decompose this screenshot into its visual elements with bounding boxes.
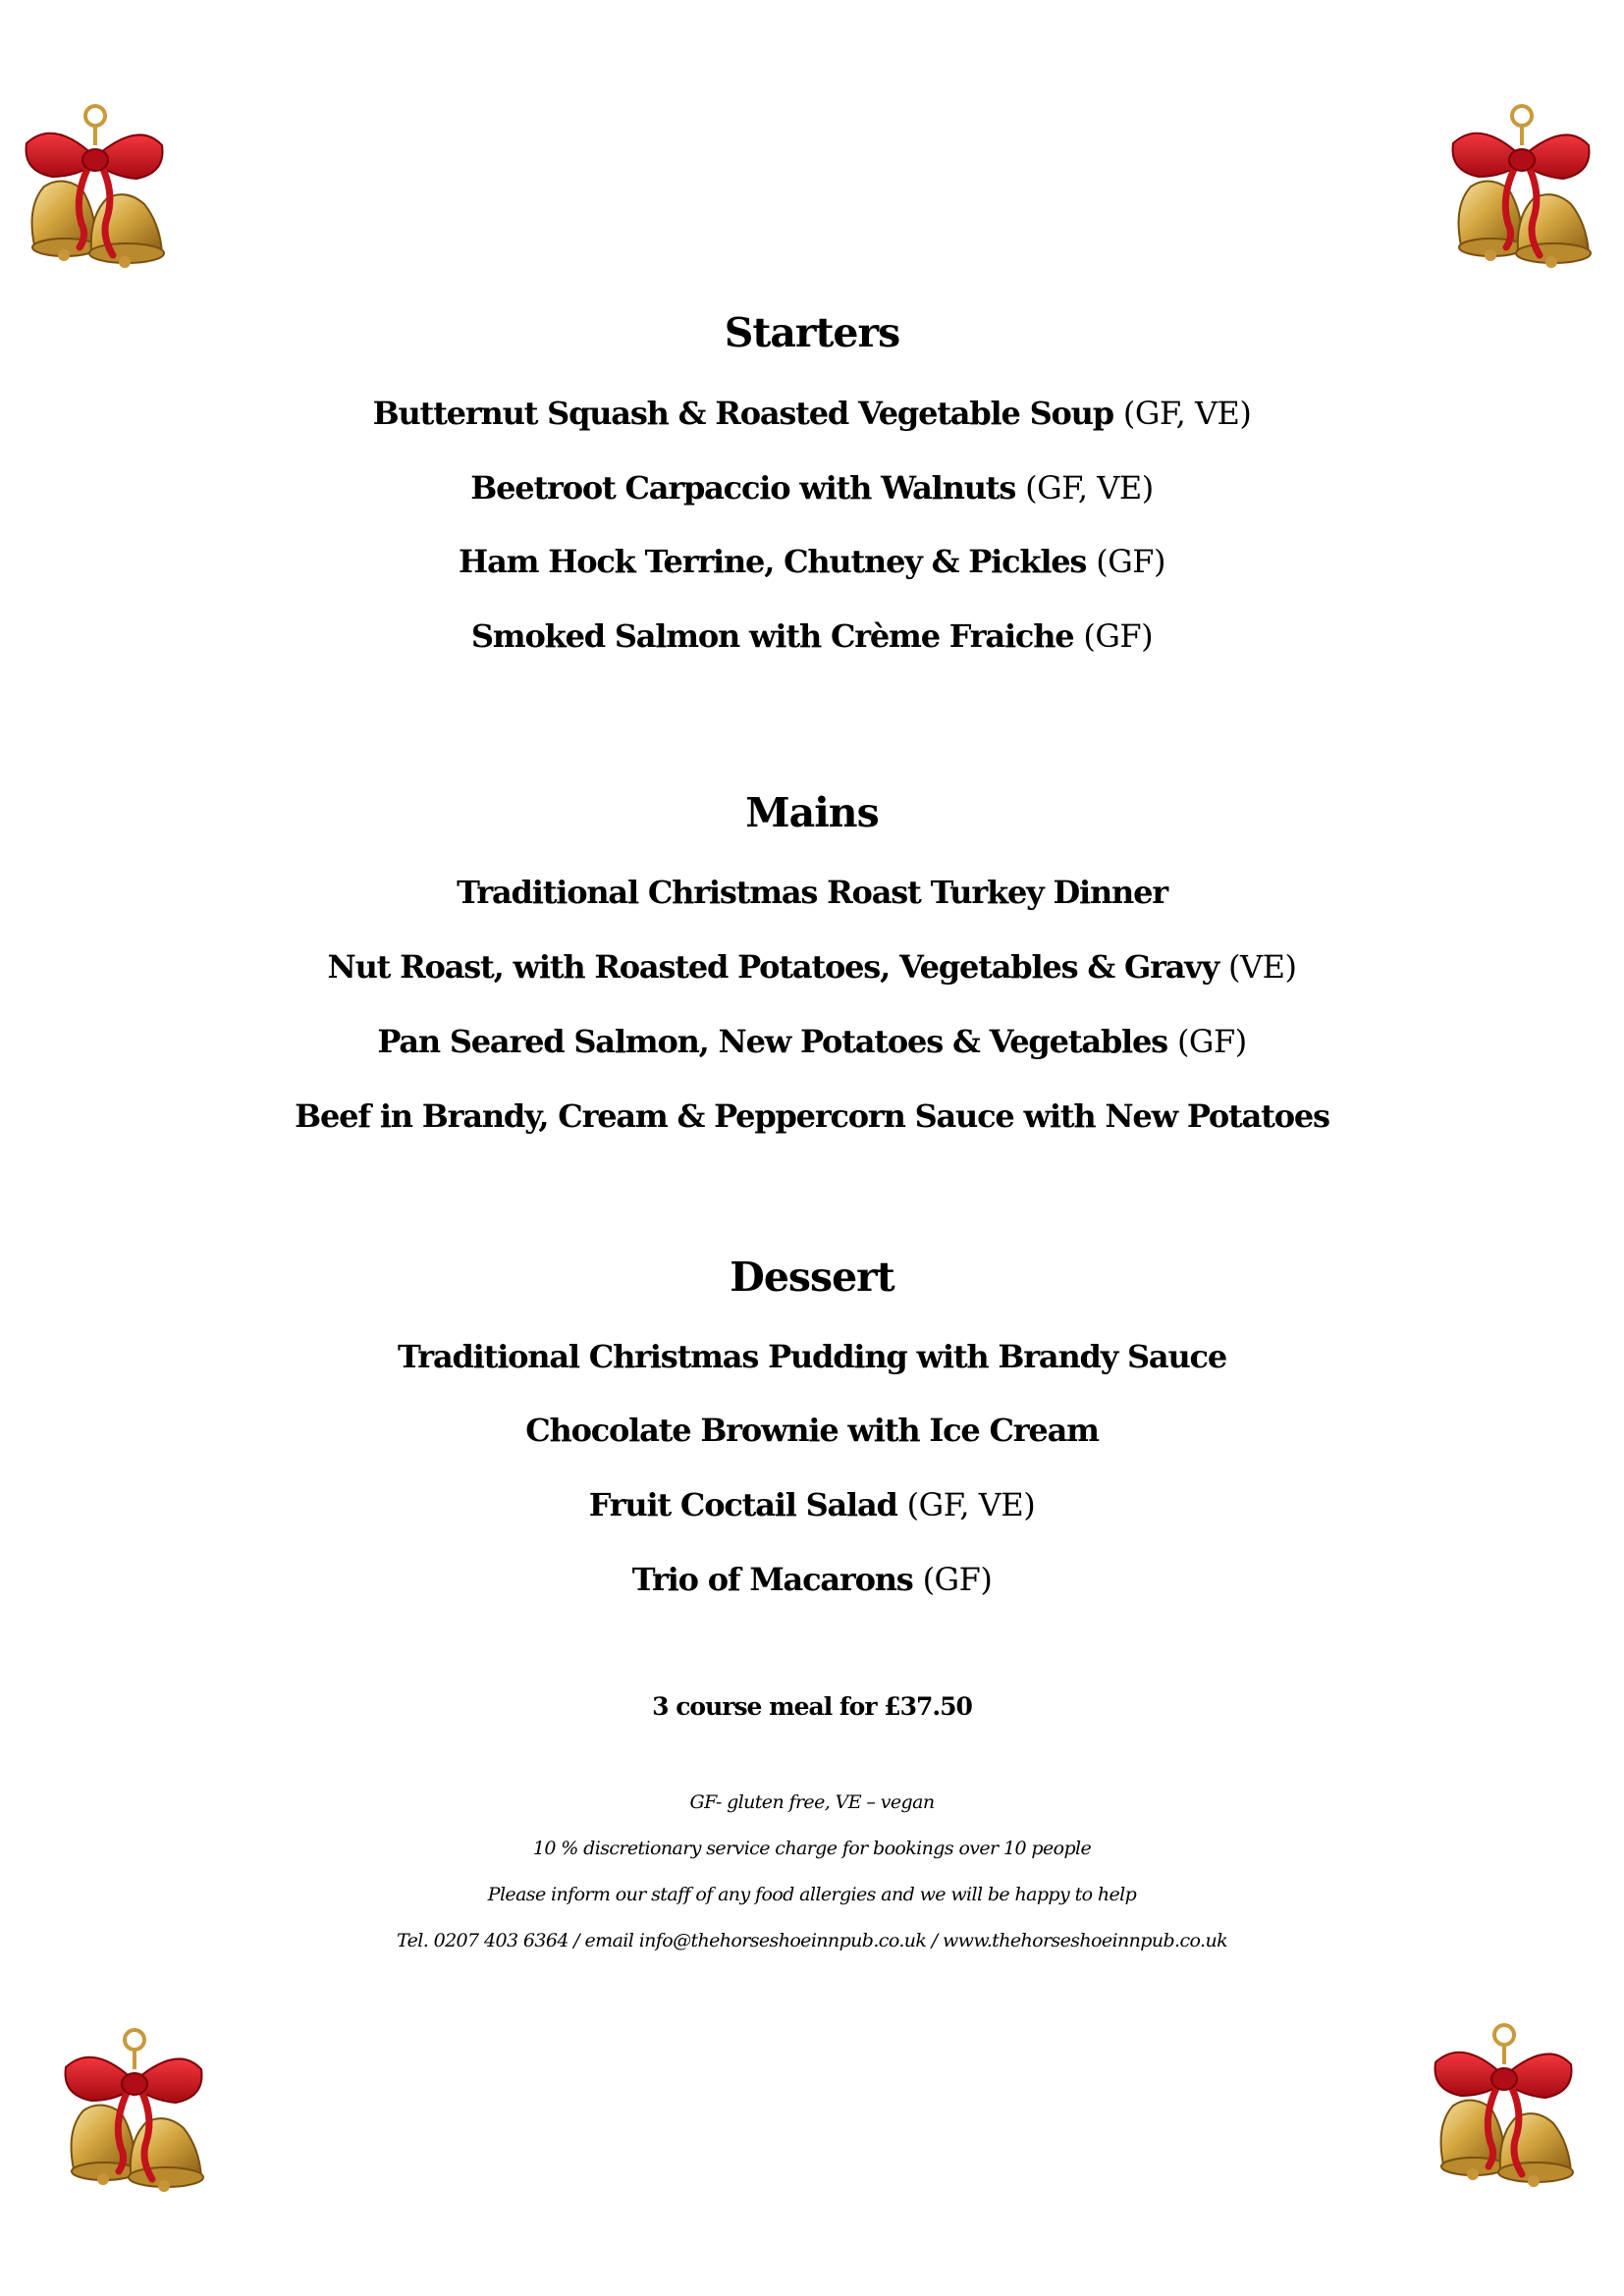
- dietary-tags: (GF, VE): [1122, 395, 1252, 432]
- dietary-tags: (GF, VE): [906, 1486, 1036, 1523]
- dish-name: Trio of Macarons: [631, 1561, 913, 1598]
- set-menu-price: 3 course meal for £37.50: [652, 1692, 972, 1721]
- menu-item: [0, 617, 1624, 655]
- dish-name: Chocolate Brownie with Ice Cream: [525, 1412, 1099, 1449]
- section-title-dessert: Dessert: [730, 1254, 894, 1301]
- menu-item: [0, 1338, 1624, 1375]
- menu-item: [0, 874, 1624, 911]
- dish-name: Pan Seared Salmon, New Potatoes & Vegetables: [377, 1023, 1167, 1060]
- dish-name: Nut Roast, with Roasted Potatoes, Vegetables & Gravy: [327, 948, 1219, 986]
- dish-name: Butternut Squash & Roasted Vegetable Soup: [372, 395, 1113, 432]
- menu-item: [0, 469, 1624, 507]
- menu-item: [0, 1561, 1624, 1598]
- dish-name: Smoked Salmon with Crème Fraiche: [470, 617, 1074, 655]
- dish-name: Ham Hock Terrine, Chutney & Pickles: [459, 543, 1087, 580]
- menu-item: [0, 1097, 1624, 1135]
- dietary-tags: (GF, VE): [1025, 469, 1154, 507]
- menu-item: [0, 1023, 1624, 1060]
- menu-item: [0, 1412, 1624, 1449]
- section-title-starters: Starters: [724, 309, 900, 356]
- christmas-bells-icon: [1432, 98, 1608, 275]
- menu-item: [0, 948, 1624, 986]
- dish-name: Traditional Christmas Pudding with Brandy Sauce: [398, 1338, 1226, 1375]
- dietary-tags: (GF): [1083, 617, 1154, 655]
- menu-item: [0, 1486, 1624, 1523]
- allergy-note: Please inform our staff of any food allergies and we will be happy to help: [487, 1884, 1137, 1905]
- christmas-bells-icon: [44, 2022, 221, 2199]
- service-charge-note: 10 % discretionary service charge for bookings over 10 people: [532, 1838, 1092, 1859]
- christmas-bells-icon: [5, 98, 182, 275]
- dish-name: Beetroot Carpaccio with Walnuts: [470, 469, 1016, 507]
- dietary-legend: GF- gluten free, VE – vegan: [689, 1791, 935, 1813]
- section-title-mains: Mains: [745, 789, 879, 836]
- dish-name: Fruit Coctail Salad: [588, 1486, 897, 1523]
- contact-info: Tel. 0207 403 6364 / email info@thehorseshoeinnpub.co.uk / www.thehorseshoeinnpub.co.uk: [396, 1930, 1227, 1951]
- dish-name: Beef in Brandy, Cream & Peppercorn Sauce with New Potatoes: [295, 1097, 1329, 1135]
- dish-name: Traditional Christmas Roast Turkey Dinner: [457, 874, 1167, 911]
- dietary-tags: (VE): [1228, 948, 1297, 986]
- dietary-tags: (GF): [922, 1561, 993, 1598]
- dietary-tags: (GF): [1176, 1023, 1247, 1060]
- dietary-tags: (GF): [1096, 543, 1165, 580]
- menu-item: [0, 543, 1624, 580]
- menu-item: [0, 395, 1624, 432]
- christmas-bells-icon: [1414, 2017, 1591, 2194]
